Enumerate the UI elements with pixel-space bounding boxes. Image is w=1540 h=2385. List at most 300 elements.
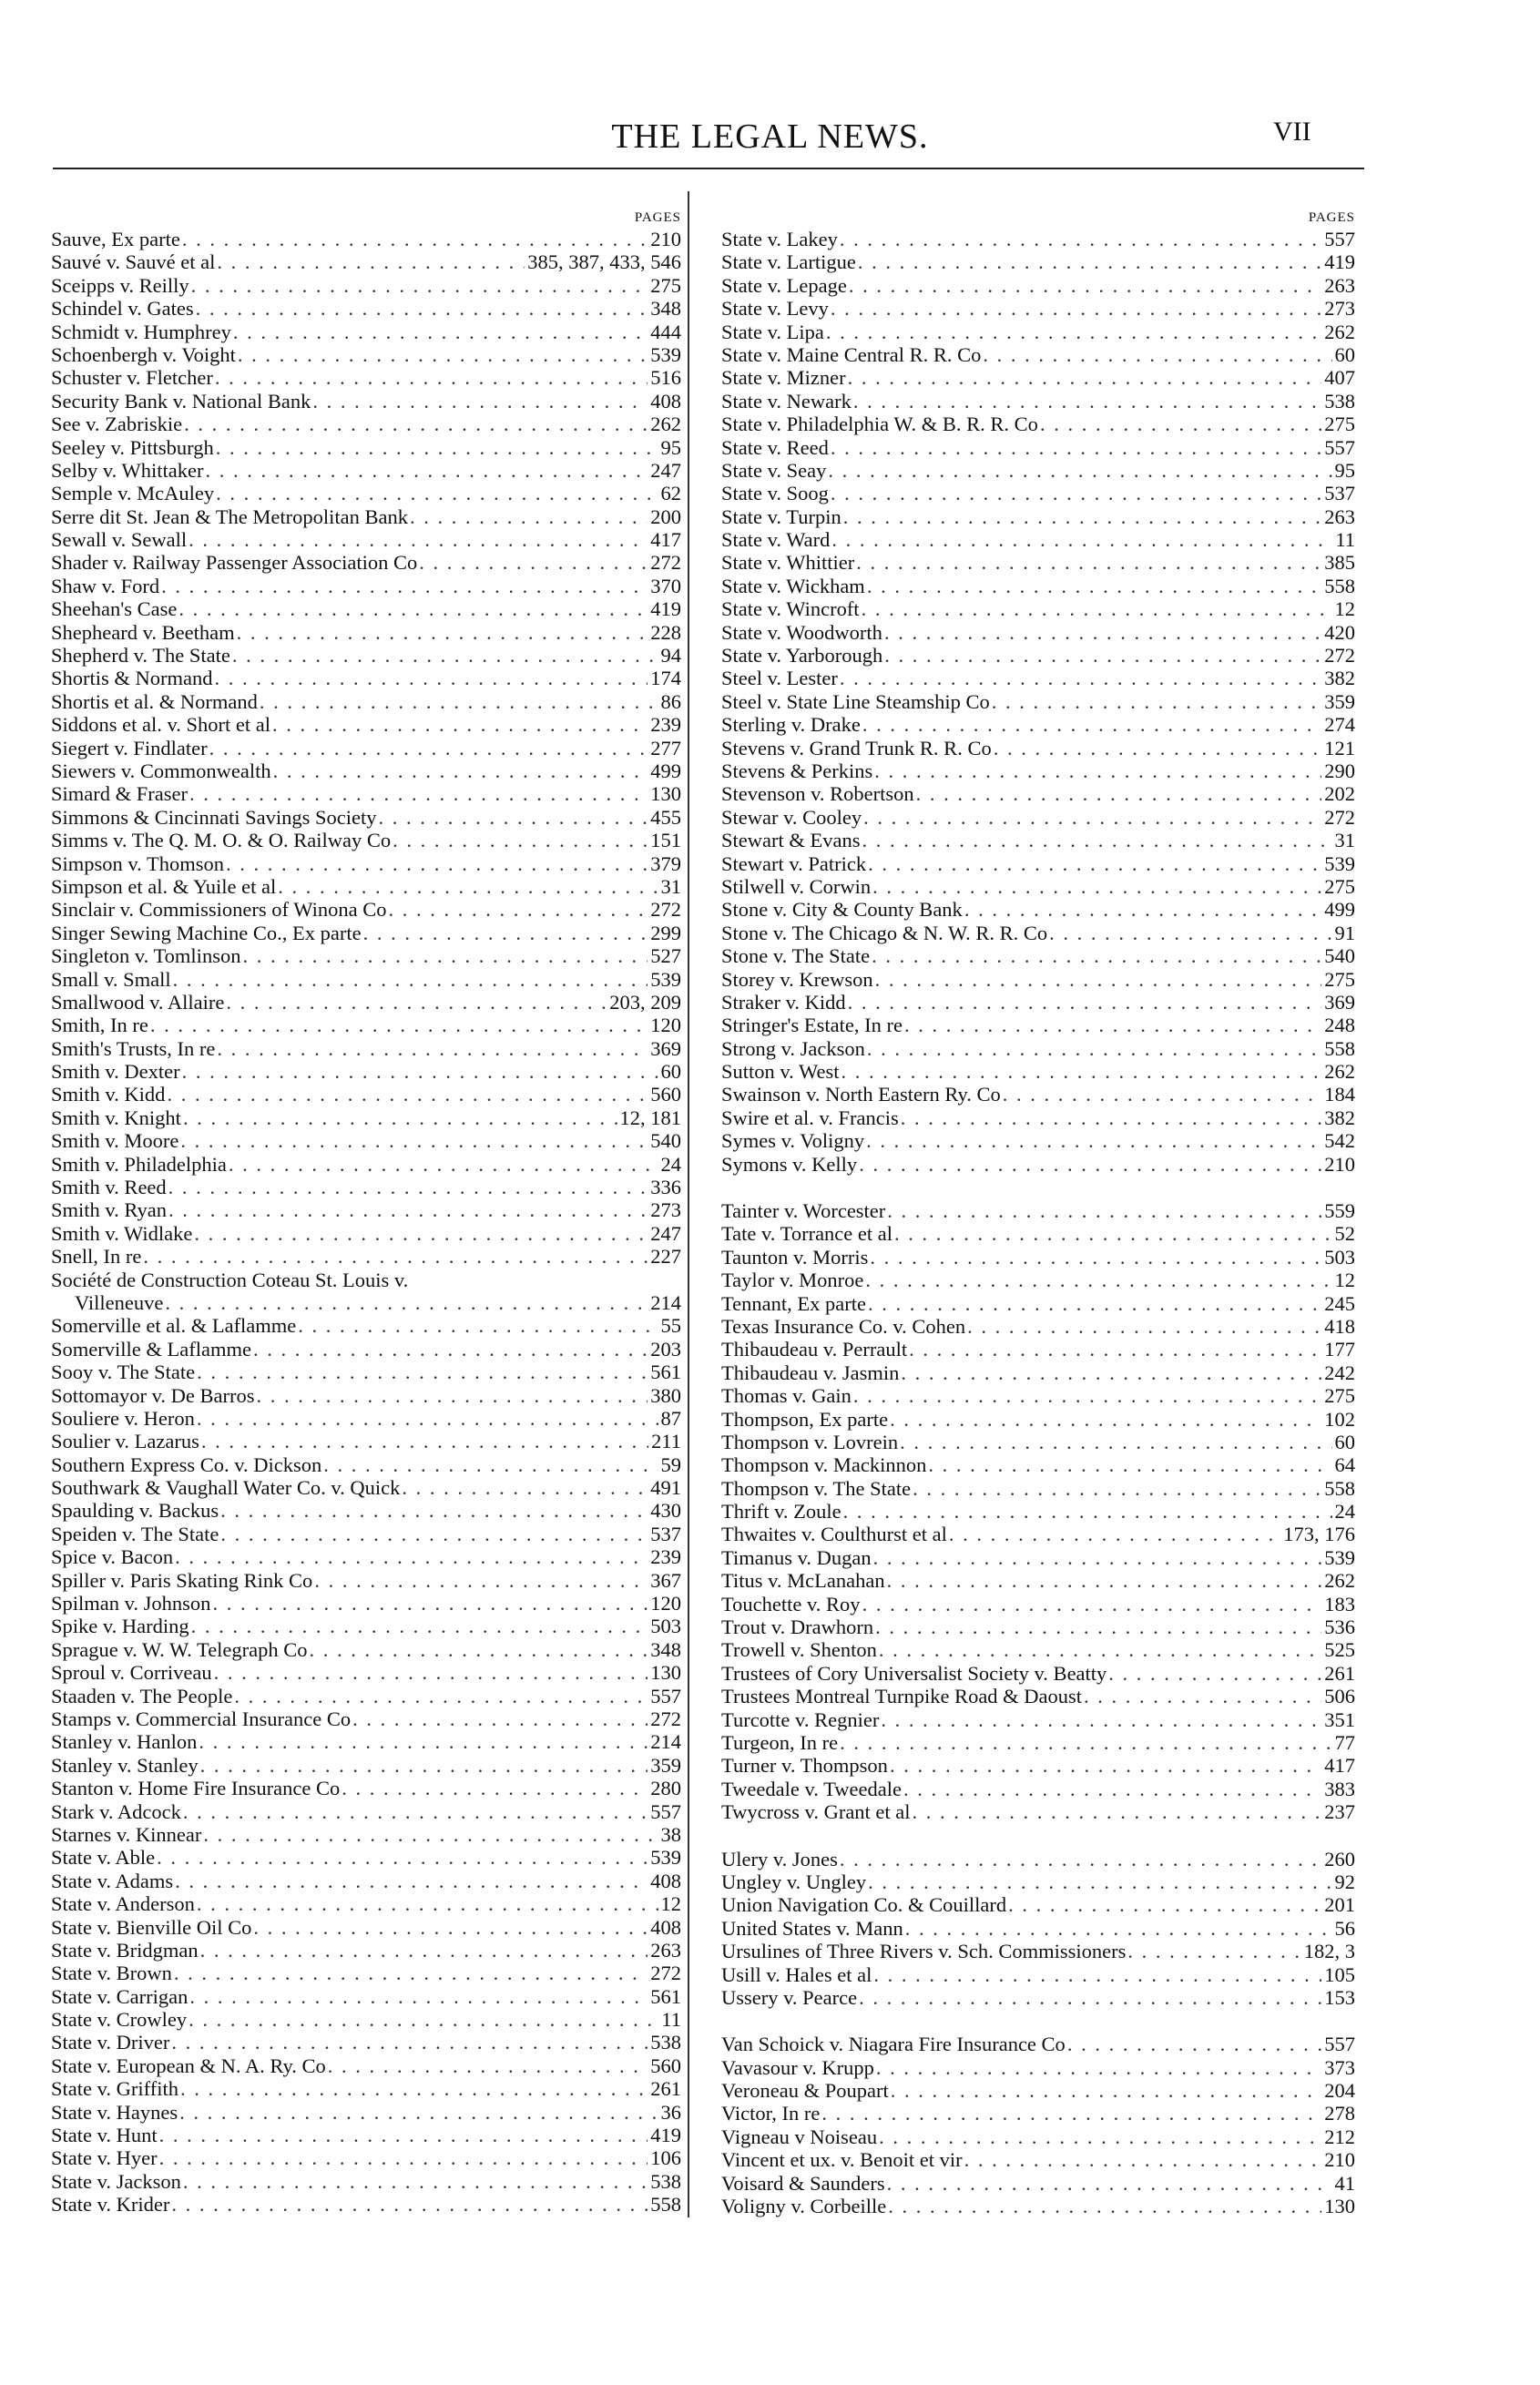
case-entry (51, 2101, 681, 2124)
dot-leader (831, 528, 1332, 551)
case-entry (721, 1569, 1355, 1592)
case-entry (721, 1037, 1355, 1060)
dot-leader (191, 1615, 648, 1637)
case-entry (721, 1940, 1355, 1962)
case-list (721, 1848, 1355, 2010)
page-ref: 499 (650, 759, 681, 782)
page-ref: 367 (650, 1568, 681, 1592)
dot-leader (887, 1199, 1321, 1222)
dot-leader (165, 1291, 648, 1314)
case-entry (721, 2033, 1355, 2055)
page-ref: 60 (1334, 342, 1355, 366)
case-entry (721, 1638, 1355, 1661)
case-entry (721, 1546, 1355, 1569)
page-ref: 558 (1324, 1036, 1355, 1060)
case-entry (51, 274, 681, 297)
case-entry (51, 597, 681, 620)
case-entry (51, 1707, 681, 1730)
page-ref: 210 (650, 228, 681, 250)
case-entry (721, 1963, 1355, 1986)
case-entry (51, 1338, 681, 1361)
case-name: Stone v. The Chicago & N. W. R. R. Co (721, 921, 1048, 944)
case-entry (721, 228, 1355, 250)
case-name: Shepheard v. Beetham (51, 620, 235, 644)
case-entry (721, 621, 1355, 644)
case-name: Thibaudeau v. Jasmin (721, 1361, 900, 1384)
case-entry (721, 1848, 1355, 1870)
case-entry (51, 759, 681, 782)
dot-leader (183, 1800, 648, 1823)
case-entry (51, 1453, 681, 1476)
case-name: State v. Hyer (51, 2146, 158, 2170)
dot-leader (205, 459, 648, 482)
case-entry (721, 852, 1355, 875)
case-entry (51, 1523, 681, 1545)
case-name: Schuster v. Fletcher (51, 366, 213, 390)
case-name: Stanton v. Home Fire Insurance Co (51, 1777, 341, 1800)
page-ref: 536 (1324, 1615, 1355, 1639)
dot-leader (1003, 1083, 1321, 1106)
page-ref: 539 (650, 967, 681, 991)
case-entry (51, 852, 681, 875)
case-entry (721, 1014, 1355, 1036)
dot-leader (858, 250, 1321, 273)
dot-leader (197, 1361, 648, 1383)
dot-leader (992, 690, 1321, 713)
page-ref: 272 (650, 551, 681, 575)
case-name: Spilman v. Johnson (51, 1592, 211, 1615)
page-ref: 12 (660, 1892, 681, 1916)
dot-leader (323, 1453, 658, 1476)
pages-heading: PAGES (634, 210, 681, 225)
case-entry (51, 1245, 681, 1268)
case-name: Taylor v. Monroe (721, 1269, 864, 1292)
page-ref: 177 (1324, 1338, 1355, 1361)
case-name: United States v. Mann (721, 1916, 903, 1940)
dot-leader (173, 968, 648, 991)
case-entry (721, 250, 1355, 273)
page-ref: 211 (651, 1430, 681, 1453)
dot-leader (831, 482, 1321, 505)
case-name: State v. Ward (721, 528, 831, 552)
case-entry (721, 898, 1355, 921)
dot-leader (191, 274, 648, 297)
page-ref: 247 (650, 458, 681, 482)
case-entry (721, 1870, 1355, 1893)
case-entry (721, 390, 1355, 413)
case-name: Smith v. Knight (51, 1106, 181, 1129)
case-name: Thrift v. Zoule (721, 1500, 841, 1524)
page-ref: 272 (1324, 805, 1355, 829)
dot-leader (866, 1129, 1321, 1152)
case-name: Thomas v. Gain (721, 1384, 852, 1408)
case-name: Tainter v. Worcester (721, 1199, 886, 1223)
dot-leader (1040, 413, 1321, 435)
page-ref: 263 (1324, 273, 1355, 297)
dot-leader (174, 1962, 648, 1984)
case-entry (51, 1569, 681, 1592)
case-name: Stewart & Evans (721, 829, 861, 852)
dot-leader (167, 1083, 648, 1106)
case-name: Smith's Trusts, In re (51, 1036, 216, 1060)
case-name: Smallwood v. Allaire (51, 990, 225, 1014)
case-name: State v. Philadelphia W. & B. R. R. Co (721, 413, 1038, 436)
dot-leader (909, 1338, 1321, 1361)
page-ref: 299 (650, 921, 681, 944)
case-name: State v. Adams (51, 1869, 174, 1892)
case-name: State v. Lartigue (721, 250, 856, 274)
page-ref: 151 (650, 829, 681, 852)
page-ref: 92 (1334, 1870, 1355, 1893)
column-divider (688, 191, 689, 2217)
dot-leader (856, 551, 1321, 574)
dot-leader (220, 1499, 648, 1522)
page-number: VII (1273, 117, 1311, 147)
page-ref: 263 (1324, 505, 1355, 528)
dot-leader (964, 2148, 1322, 2171)
case-name: Vigneau v Noiseau (721, 2125, 878, 2148)
case-entry (721, 505, 1355, 528)
page-ref: 203 (650, 1337, 681, 1361)
case-entry (721, 274, 1355, 297)
dot-leader (217, 1037, 648, 1060)
dot-leader (884, 644, 1321, 667)
dot-leader (180, 1129, 648, 1152)
case-name: Thibaudeau v. Perrault (721, 1338, 908, 1361)
case-name: Thwaites v. Coulthurst et al (721, 1523, 947, 1546)
page-ref: 183 (1324, 1592, 1355, 1615)
page-ref: 455 (650, 805, 681, 829)
dot-leader (859, 1986, 1321, 2009)
dot-leader (849, 274, 1321, 297)
case-name: State v. Lepage (721, 273, 847, 297)
dot-leader (209, 737, 648, 759)
dot-leader (881, 1708, 1321, 1731)
case-entry (721, 1246, 1355, 1269)
running-title: THE LEGAL NEWS. (611, 117, 929, 156)
dot-leader (890, 1754, 1321, 1777)
dot-leader (904, 1014, 1321, 1036)
case-name: Van Schoick v. Niagara Fire Insurance Co (721, 2033, 1066, 2056)
page-ref: 245 (1324, 1291, 1355, 1315)
dot-leader (879, 2125, 1321, 2148)
page-ref: 210 (1324, 1152, 1355, 1176)
page-ref: 105 (1324, 1962, 1355, 1986)
page-ref: 348 (650, 1637, 681, 1661)
case-entry (721, 1408, 1355, 1431)
case-name: State v. Able (51, 1846, 156, 1870)
case-entry (721, 1222, 1355, 1245)
case-name: Sauve, Ex parte (51, 228, 180, 250)
page-ref: 540 (1324, 944, 1355, 968)
case-name: Smith v. Widlake (51, 1221, 193, 1245)
case-entry (721, 875, 1355, 898)
case-entry (51, 228, 681, 250)
case-name: State v. Levy (721, 297, 829, 321)
dot-leader (342, 1777, 648, 1799)
case-entry (721, 597, 1355, 620)
dot-leader (901, 1106, 1322, 1129)
case-entry (51, 644, 681, 667)
page-ref: 408 (650, 1915, 681, 1939)
case-entry (51, 1846, 681, 1869)
dot-leader (168, 1198, 648, 1221)
dot-leader (183, 2170, 648, 2193)
case-entry (51, 528, 681, 551)
dot-leader (257, 1384, 648, 1407)
case-entry (51, 621, 681, 644)
case-entry (721, 551, 1355, 574)
dot-leader (870, 1246, 1321, 1269)
page-ref: 408 (650, 1869, 681, 1892)
page-ref: 444 (650, 320, 681, 343)
page-ref: 539 (650, 342, 681, 366)
case-entry (51, 1176, 681, 1198)
dot-leader (278, 875, 658, 898)
right-column (721, 208, 1355, 2217)
case-name: Small v. Small (51, 967, 171, 991)
case-entry (721, 759, 1355, 782)
dot-leader (840, 228, 1321, 250)
case-entry (51, 968, 681, 991)
page-ref: 210 (1324, 2148, 1355, 2172)
page-ref: 12 (1334, 597, 1355, 621)
page-ref: 237 (1324, 1800, 1355, 1824)
pages-heading: PAGES (1308, 210, 1355, 225)
case-name: Starnes v. Kinnear (51, 1822, 202, 1846)
case-name: Union Navigation Co. & Couillard (721, 1893, 1007, 1917)
page-ref: 373 (1324, 2055, 1355, 2079)
case-name: Smith v. Philadelphia (51, 1152, 227, 1176)
case-entry (721, 968, 1355, 991)
page-ref: 130 (1324, 2195, 1355, 2218)
page-ref: 537 (1324, 482, 1355, 505)
page-ref: 262 (1324, 320, 1355, 343)
case-entry (721, 1153, 1355, 1176)
page-ref: 59 (660, 1452, 681, 1476)
dot-leader (905, 1917, 1332, 1940)
case-name: State v. Woodworth (721, 620, 882, 644)
case-entry (721, 1338, 1355, 1361)
case-entry (51, 343, 681, 366)
case-name: State v. Wincroft (721, 597, 860, 621)
case-entry (51, 690, 681, 713)
dot-leader (865, 1269, 1331, 1291)
dot-leader (840, 1731, 1331, 1754)
case-name: Titus v. McLanahan (721, 1569, 885, 1593)
dot-leader (150, 1014, 648, 1036)
case-entry (51, 1892, 681, 1915)
case-entry (51, 1615, 681, 1637)
case-name: Vincent et ux. v. Benoit et vir (721, 2148, 963, 2172)
case-name: Trout v. Drawhorn (721, 1615, 874, 1639)
case-entry (721, 2125, 1355, 2148)
dot-leader (873, 1546, 1322, 1569)
case-name: Shaw v. Ford (51, 574, 160, 597)
page-ref: 506 (1324, 1685, 1355, 1708)
case-name: Touchette v. Roy (721, 1592, 861, 1615)
case-name: Stewar v. Cooley (721, 805, 862, 829)
case-name: Schmidt v. Humphrey (51, 320, 231, 343)
case-entry (51, 1939, 681, 1962)
case-entry (51, 1269, 681, 1291)
case-entry (51, 1499, 681, 1522)
case-entry (51, 1037, 681, 1060)
page-ref: 64 (1334, 1453, 1355, 1477)
case-entry (51, 1777, 681, 1799)
dot-leader (393, 829, 648, 851)
dot-leader (388, 898, 648, 921)
case-entry (51, 2008, 681, 2031)
case-entry (51, 413, 681, 435)
page-ref: 336 (650, 1176, 681, 1199)
case-name: Smith v. Reed (51, 1176, 167, 1199)
page-ref: 558 (1324, 1476, 1355, 1500)
dot-leader (201, 1430, 648, 1452)
case-name: Ussery v. Pearce (721, 1985, 858, 2009)
case-entry (51, 806, 681, 829)
page-ref: 120 (650, 1592, 681, 1615)
case-name: State v. Hunt (51, 2124, 158, 2147)
dot-leader (215, 366, 648, 389)
case-name: Smith v. Ryan (51, 1198, 168, 1222)
case-list (721, 1199, 1355, 1824)
page-ref: 275 (1324, 874, 1355, 898)
case-name: See v. Zabriskie (51, 413, 183, 436)
page-ref: 348 (650, 297, 681, 321)
page-ref: 262 (650, 413, 681, 436)
dot-leader (159, 2124, 648, 2146)
case-entry (721, 1731, 1355, 1754)
case-name: Sottomayor v. De Barros (51, 1383, 255, 1407)
dot-leader (314, 1569, 648, 1592)
page-ref: 559 (1324, 1199, 1355, 1223)
page-ref: 130 (650, 1661, 681, 1685)
dot-leader (868, 1870, 1331, 1893)
dot-leader (887, 2172, 1332, 2195)
page-ref: 262 (1324, 1060, 1355, 1084)
page-ref: 261 (1324, 1661, 1355, 1685)
case-name: Stone v. City & County Bank (721, 898, 963, 922)
dot-leader (994, 737, 1322, 759)
case-name: State v. Seay (721, 458, 827, 482)
case-name: Sinclair v. Commissioners of Winona Co (51, 898, 387, 922)
case-name: Southwark & Vaughall Water Co. v. Quick (51, 1476, 401, 1500)
dot-leader (916, 782, 1322, 805)
case-entry (51, 390, 681, 413)
case-entry (721, 1685, 1355, 1707)
case-name: Simpson et al. & Yuile et al (51, 874, 277, 898)
case-name: Siewers v. Commonwealth (51, 759, 271, 782)
case-entry (51, 1870, 681, 1892)
case-name: Sceipps v. Reilly (51, 273, 189, 297)
dot-leader (175, 1870, 648, 1892)
page-ref: 24 (1334, 1500, 1355, 1524)
dot-leader (200, 1754, 648, 1777)
dot-leader (379, 806, 648, 829)
page-ref: 539 (1324, 1545, 1355, 1569)
case-name: Victor, In re (721, 2102, 821, 2125)
dot-leader (419, 551, 648, 574)
case-name: Tennant, Ex parte (721, 1291, 866, 1315)
case-entry (51, 737, 681, 759)
case-name: Smith, In re (51, 1014, 148, 1037)
case-entry (51, 1407, 681, 1430)
dot-leader (212, 1592, 648, 1615)
page-ref: 153 (1324, 1985, 1355, 2009)
dot-leader (175, 1545, 648, 1568)
dot-leader (1049, 922, 1331, 944)
case-name: Stanley v. Stanley (51, 1753, 199, 1777)
case-entry (721, 575, 1355, 597)
case-entry (721, 1129, 1355, 1152)
case-entry (51, 1985, 681, 2008)
case-name: Tweedale v. Tweedale (721, 1777, 902, 1800)
page-ref: 182, 3 (1303, 1940, 1355, 1963)
dot-leader (328, 2054, 648, 2077)
dot-leader (967, 1315, 1321, 1338)
case-entry (51, 898, 681, 921)
case-entry (721, 1500, 1355, 1523)
case-entry (721, 1315, 1355, 1338)
dot-leader (168, 1176, 648, 1198)
case-entry (51, 1800, 681, 1823)
page-ref: 11 (661, 2008, 681, 2032)
case-name: Sheehan's Case (51, 597, 178, 621)
page-ref: 417 (1324, 1754, 1355, 1778)
page-ref: 385, 387, 433, 546 (527, 250, 681, 274)
case-name: Swire et al. v. Francis (721, 1106, 899, 1129)
case-name: Stevens & Perkins (721, 759, 873, 782)
page-ref: 539 (1324, 851, 1355, 875)
page-ref: 120 (650, 1014, 681, 1037)
dot-leader (900, 1431, 1331, 1453)
page-ref: 491 (650, 1476, 681, 1500)
case-entry (721, 436, 1355, 459)
page-ref: 263 (650, 1938, 681, 1962)
page-ref: 272 (650, 1962, 681, 1985)
case-entry (721, 413, 1355, 435)
header-rule (53, 168, 1364, 169)
dot-leader (884, 621, 1321, 644)
case-entry (51, 1823, 681, 1846)
case-entry (721, 2148, 1355, 2171)
page-ref: 370 (650, 574, 681, 597)
dot-leader (182, 1060, 658, 1083)
page-ref: 239 (650, 1545, 681, 1569)
page-ref: 77 (1334, 1731, 1355, 1754)
dot-leader (913, 1800, 1322, 1823)
case-name: State v. Soog (721, 482, 829, 505)
page-ref: 417 (650, 528, 681, 552)
case-entry (721, 1269, 1355, 1291)
dot-leader (402, 1476, 648, 1499)
case-name: State v. Anderson (51, 1892, 195, 1916)
case-entry (51, 1222, 681, 1245)
case-entry (51, 551, 681, 574)
dot-leader (189, 1985, 648, 2008)
page-ref: 60 (660, 1060, 681, 1084)
case-name: State v. Driver (51, 2031, 170, 2054)
page-ref: 87 (660, 1406, 681, 1430)
dot-leader (853, 390, 1321, 413)
case-entry (721, 737, 1355, 759)
case-name: Spike v. Harding (51, 1615, 189, 1638)
case-entry (721, 343, 1355, 366)
case-name: Thompson v. The State (721, 1476, 912, 1500)
dot-leader (964, 898, 1321, 921)
case-entry (721, 1662, 1355, 1685)
